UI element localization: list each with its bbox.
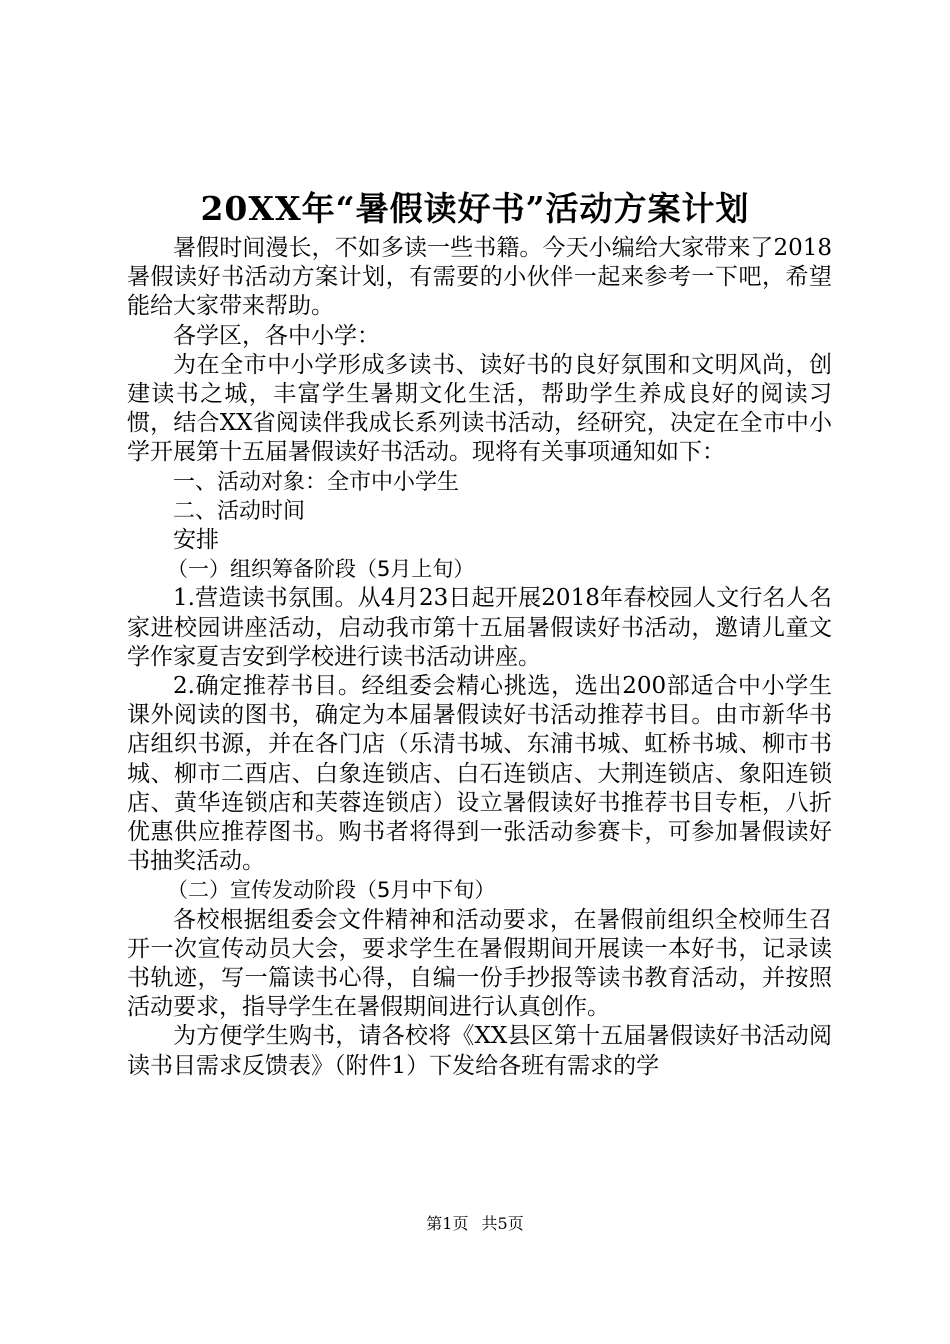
subheading-preparation: （一）组织筹备阶段（5月上旬） <box>167 557 475 582</box>
list-item-booklist: 2.确定推荐书目。经组委会精心挑选，选出200部适合中小学生课外阅读的图书，确定为本届暑假读好书活动推荐书目。由市新华书店组织书源，并在各门店（乐清书城、东浦书城、虹桥书城、柳市书城、柳市二酉店、白象连锁店、白石连锁店、大荆连锁店、象阳连锁店、黄华连锁店和芙蓉连锁店）设立暑假读好书推荐书目专柜，八折优惠供应推荐图书。购书者将得到一张活动参赛卡，可参加暑假读好书抽奖活动。 <box>127 673 832 875</box>
page-footer <box>0 1214 950 1234</box>
intro-paragraph: 暑假时间漫长，不如多读一些书籍。今天小编给大家带来了2018暑假读好书活动方案计划，有需要的小伙伴一起来参考一下吧，希望能给大家带来帮助。 <box>127 235 832 320</box>
page-total: 共5页 <box>481 1214 524 1233</box>
paragraph-purchase: 为方便学生购书，请各校将《XX县区第十五届暑假读好书活动阅读书目需求反馈表》（附件1）下发给各班有需求的学 <box>127 1023 832 1079</box>
section-heading-target: 一、活动对象：全市中小学生 <box>173 469 460 495</box>
salutation: 各学区，各中小学： <box>173 322 380 349</box>
arrangement-label: 安排 <box>173 527 219 554</box>
paragraph-purpose: 为在全市中小学形成多读书、读好书的良好氛围和文明风尚，创建读书之城，丰富学生暑期文化生活，帮助学生养成良好的阅读习惯，结合XX省阅读伴我成长系列读书活动，经研究，决定在全市中小学开展第十五届暑假读好书活动。现将有关事项通知如下： <box>127 351 832 466</box>
page-number: 第1页 <box>426 1214 469 1233</box>
section-heading-time: 二、活动时间 <box>173 498 306 524</box>
subheading-publicity: （二）宣传发动阶段（5月中下旬） <box>167 878 496 903</box>
paragraph-publicity: 各校根据组委会文件精神和活动要求，在暑假前组织全校师生召开一次宣传动员大会，要求学生在暑假期间开展读一本好书，记录读书轨迹，写一篇读书心得，自编一份手抄报等读书教育活动，并按照活动要求，指导学生在暑假期间进行认真创作。 <box>127 906 832 1021</box>
document-body <box>127 234 832 1081</box>
document-title: 20XX年“暑假读好书”活动方案计划 <box>200 189 750 228</box>
list-item-atmosphere: 1.营造读书氛围。从4月23日起开展2018年春校园人文行名人名家进校园讲座活动，启动我市第十五届暑假读好书活动，邀请儿童文学作家夏吉安到学校进行读书活动讲座。 <box>127 585 832 670</box>
